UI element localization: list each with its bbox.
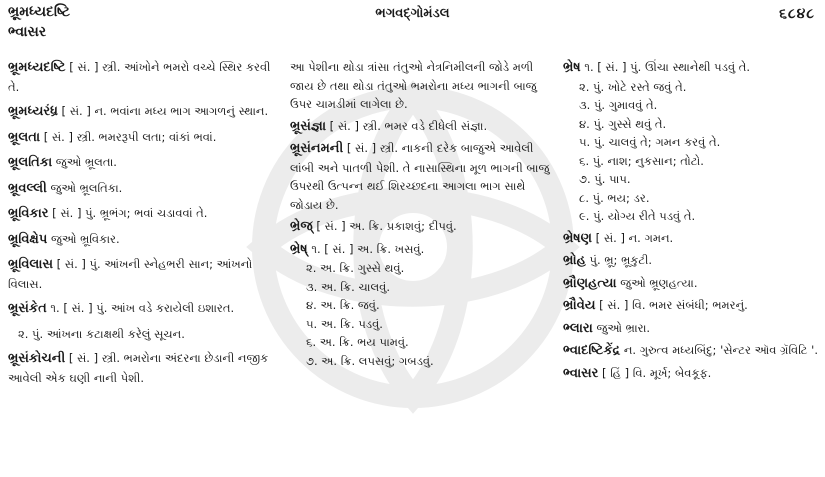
entry-headword: ભ્રૌવેય xyxy=(563,298,596,313)
entry-headword: ભ્રૂવિકાર xyxy=(8,206,49,221)
entry-headword: ભ્રૂવિલાસ xyxy=(8,257,53,272)
dictionary-entry xyxy=(290,58,550,114)
entry-headword: ભ્વાદષ્ટિકેંદ્ર xyxy=(563,343,621,358)
entry-definition: પું. ભ્રૂ; ભ્રૂકુટી. xyxy=(585,253,653,267)
entry-definition: [ સં. ] સ્ત્રી. ભમરોના અંદરના છેડાની નજીક આવેલી એક ઘણી નાની પેશી. xyxy=(8,351,269,385)
entry-definition: આ પેશીના થોડા ત્રાંસા તંતુઓ નેત્રનિમીલની જોડે મળી જાય છે તથા થોડા તંતુઓ ભમરોના મધ્ય ભાગની બાજુ ઉપર ચામડીમાં લાગેલા છે. xyxy=(290,60,537,111)
dictionary-entry xyxy=(8,299,280,343)
entry-headword: ભ્રેષ્ xyxy=(290,241,308,257)
entry-definition: [ સં. ] સ્ત્રી. ભમર વડે દીધેલી સંજ્ઞા. xyxy=(326,118,488,133)
entry-definition: [ સં. ] અ. ક્રિ. પ્રકાશવું; દીપવું. xyxy=(312,219,457,233)
entry-sense: ૮. પું. ભય; ડર. xyxy=(579,190,650,205)
entry-definition: [ સં. ] ન. ભવાંના મધ્ય ભાગ આગળનું સ્થાન. xyxy=(57,104,269,118)
dictionary-entry xyxy=(563,364,818,384)
entry-definition: [ સં. ] પું. ભ્રૂભંગ; ભવાં ચડાવવાં તે. xyxy=(48,206,208,220)
dictionary-column-3 xyxy=(563,58,818,386)
entry-sense: ૭. પું. પાપ. xyxy=(579,172,631,186)
dictionary-entry xyxy=(8,58,280,96)
dictionary-column-2 xyxy=(290,58,550,373)
page-header xyxy=(0,0,825,50)
entry-headword: ભ્રૌણહત્યા xyxy=(563,275,617,291)
entry-headword: ભ્રૂલતિકા xyxy=(8,155,53,170)
entry-sense: ૩. પું. ગુમાવવું તે. xyxy=(579,98,658,112)
entry-headword: ભ્રેજ્ xyxy=(290,219,313,234)
entry-headword: ભ્રૂમધ્યરંધ્ર xyxy=(8,104,58,119)
entry-definition: [ સં. ] ન. ગમન. xyxy=(592,230,674,245)
entry-definition: [ સં. ] વિ. ભમર સંબંધી; ભમરનું. xyxy=(595,298,748,312)
entry-headword: ભ્રૂસંનમની xyxy=(290,141,344,156)
entry-sense: ૫. પું. ચાલવું તે; ગમન કરવું તે. xyxy=(579,135,721,149)
dictionary-entry xyxy=(8,349,280,387)
entry-headword: ભ્રૂલતા xyxy=(8,129,41,145)
entry-sense: ૫. અ. ક્રિ. પડવું. xyxy=(306,316,383,331)
entry-sense: ૬. અ. ક્રિ. ભય પામવું. xyxy=(306,335,409,349)
dictionary-entry xyxy=(8,230,280,250)
dictionary-entry xyxy=(290,217,550,237)
dictionary-column-1 xyxy=(8,58,280,393)
entry-definition: જુઓ ભ્રૂણહત્યા. xyxy=(616,275,698,290)
entry-definition: [ સં. ] સ્ત્રી. આંખોને ભમરો વચ્ચે સ્થિર કરવી તે. xyxy=(8,60,271,94)
entry-definition: જુઓ ભ્રૂલતા. xyxy=(52,155,117,169)
entry-definition: [ હિં ] વિ. મૂર્ખ; બેવકૂફ. xyxy=(598,365,712,380)
entry-sense: ૨. અ. ક્રિ. ગુસ્સે થવું. xyxy=(306,261,405,275)
dictionary-entry xyxy=(8,255,280,293)
dictionary-entry xyxy=(563,274,818,294)
entry-headword: ભ્રોહ xyxy=(563,253,586,268)
entry-headword: ભ્રેષ xyxy=(563,60,581,75)
dictionary-entry xyxy=(290,139,550,214)
dictionary-entry xyxy=(8,153,280,173)
entry-headword: ભ્રેષણ xyxy=(563,230,593,246)
dictionary-entry xyxy=(290,240,550,371)
entry-definition: [ સં. ] પું. આંખની સ્નેહભરી સાન; આંખનો વિલાસ. xyxy=(8,257,253,291)
entry-sense: ૨. પું. આંખના કટાક્ષથી કરેલું સૂચન. xyxy=(18,326,185,341)
entry-headword: ભ્લારા xyxy=(563,320,593,336)
entry-sense: ૨. પું. ખોટે રસ્તે જવું તે. xyxy=(579,79,687,94)
dictionary-entry xyxy=(8,128,280,148)
entry-definition: ૧. [ સં. ] અ. ક્રિ. ખસવું. xyxy=(307,241,425,256)
entry-headword: ભ્રૂવલ્લી xyxy=(8,180,47,196)
entry-sense: ૩. અ. ક્રિ. ચાલવું. xyxy=(306,279,390,294)
entry-headword: ભ્રૂસંજ્ઞા xyxy=(290,118,327,134)
entry-sense: ૪. અ. ક્રિ. જવું. xyxy=(306,298,380,312)
entry-definition: ન. ગુરુત્વ મધ્યબિંદુ; 'સેન્ટર ઑવ ગ્રૅવિટિ '. xyxy=(620,343,818,357)
dictionary-entry xyxy=(8,204,280,224)
dictionary-entry xyxy=(8,102,280,122)
entry-headword: ભ્રૂવિક્ષેપ xyxy=(8,231,48,247)
dictionary-entry xyxy=(563,58,818,226)
guide-word-bottom: ભ્વાસર xyxy=(8,24,47,40)
dictionary-entry xyxy=(290,117,550,137)
entry-sense: ૯. પું. યોગ્ય રીતે પડવું તે. xyxy=(579,209,696,223)
entry-headword: ભ્રૂસંકોચની xyxy=(8,351,66,366)
dictionary-entry xyxy=(8,179,280,199)
entry-sense: ૪. પું. ગુસ્સે થવું તે. xyxy=(579,116,667,131)
entry-headword: ભ્રૂમધ્યદષ્ટિ xyxy=(8,60,66,75)
entry-headword: ભ્વાસર xyxy=(563,365,599,381)
dictionary-entry xyxy=(563,341,818,361)
entry-sense: ૬. પું. નાશ; નુકસાન; તોટો. xyxy=(579,153,704,168)
entry-definition: ૧. [ સં. ] પું. આંખ વડે કરાયેલી ઇશારત. xyxy=(46,301,235,315)
dictionary-entry xyxy=(563,251,818,271)
entry-definition: જુઓ ભ્રૂવિકાર. xyxy=(47,231,120,246)
entry-sense: ૭. અ. ક્રિ. લપસવું; ગબડવું. xyxy=(306,353,434,368)
entry-definition: જુઓ ભ્રૂલતિકા. xyxy=(46,180,123,195)
dictionary-entry xyxy=(563,319,818,339)
entry-definition: ૧. [ સં. ] પું. ઊંચા સ્થાનેથી પડવું તે. xyxy=(580,60,751,74)
page-number: ૬૮૪૮ xyxy=(779,6,815,22)
entry-headword: ભ્રૂસંકેત xyxy=(8,301,47,316)
guide-word-top: ભ્રૂમધ્યદષ્ટિ xyxy=(8,4,70,20)
entry-definition: [ સં. ] સ્ત્રી. નાકની દરેક બાજુએ આવેલી લાંબી અને પાતળી પેશી. તે નાસાસ્થિના મૂળ ભાગની બાજુ ઉપરથી ઉત્પન્ન થઈ શિરચ્છદના આગલા ભાગ સાથે જોડાય છે. xyxy=(290,141,550,212)
page-title: ભગવદ્ગોમંડલ xyxy=(375,6,450,21)
dictionary-entry xyxy=(563,296,818,316)
dictionary-entry xyxy=(563,229,818,249)
entry-definition: જુઓ ભ્રારા. xyxy=(592,320,651,335)
entry-definition: [ સં. ] સ્ત્રી. ભમરરૂપી લતા; વાંકાં ભવાં. xyxy=(40,129,217,144)
